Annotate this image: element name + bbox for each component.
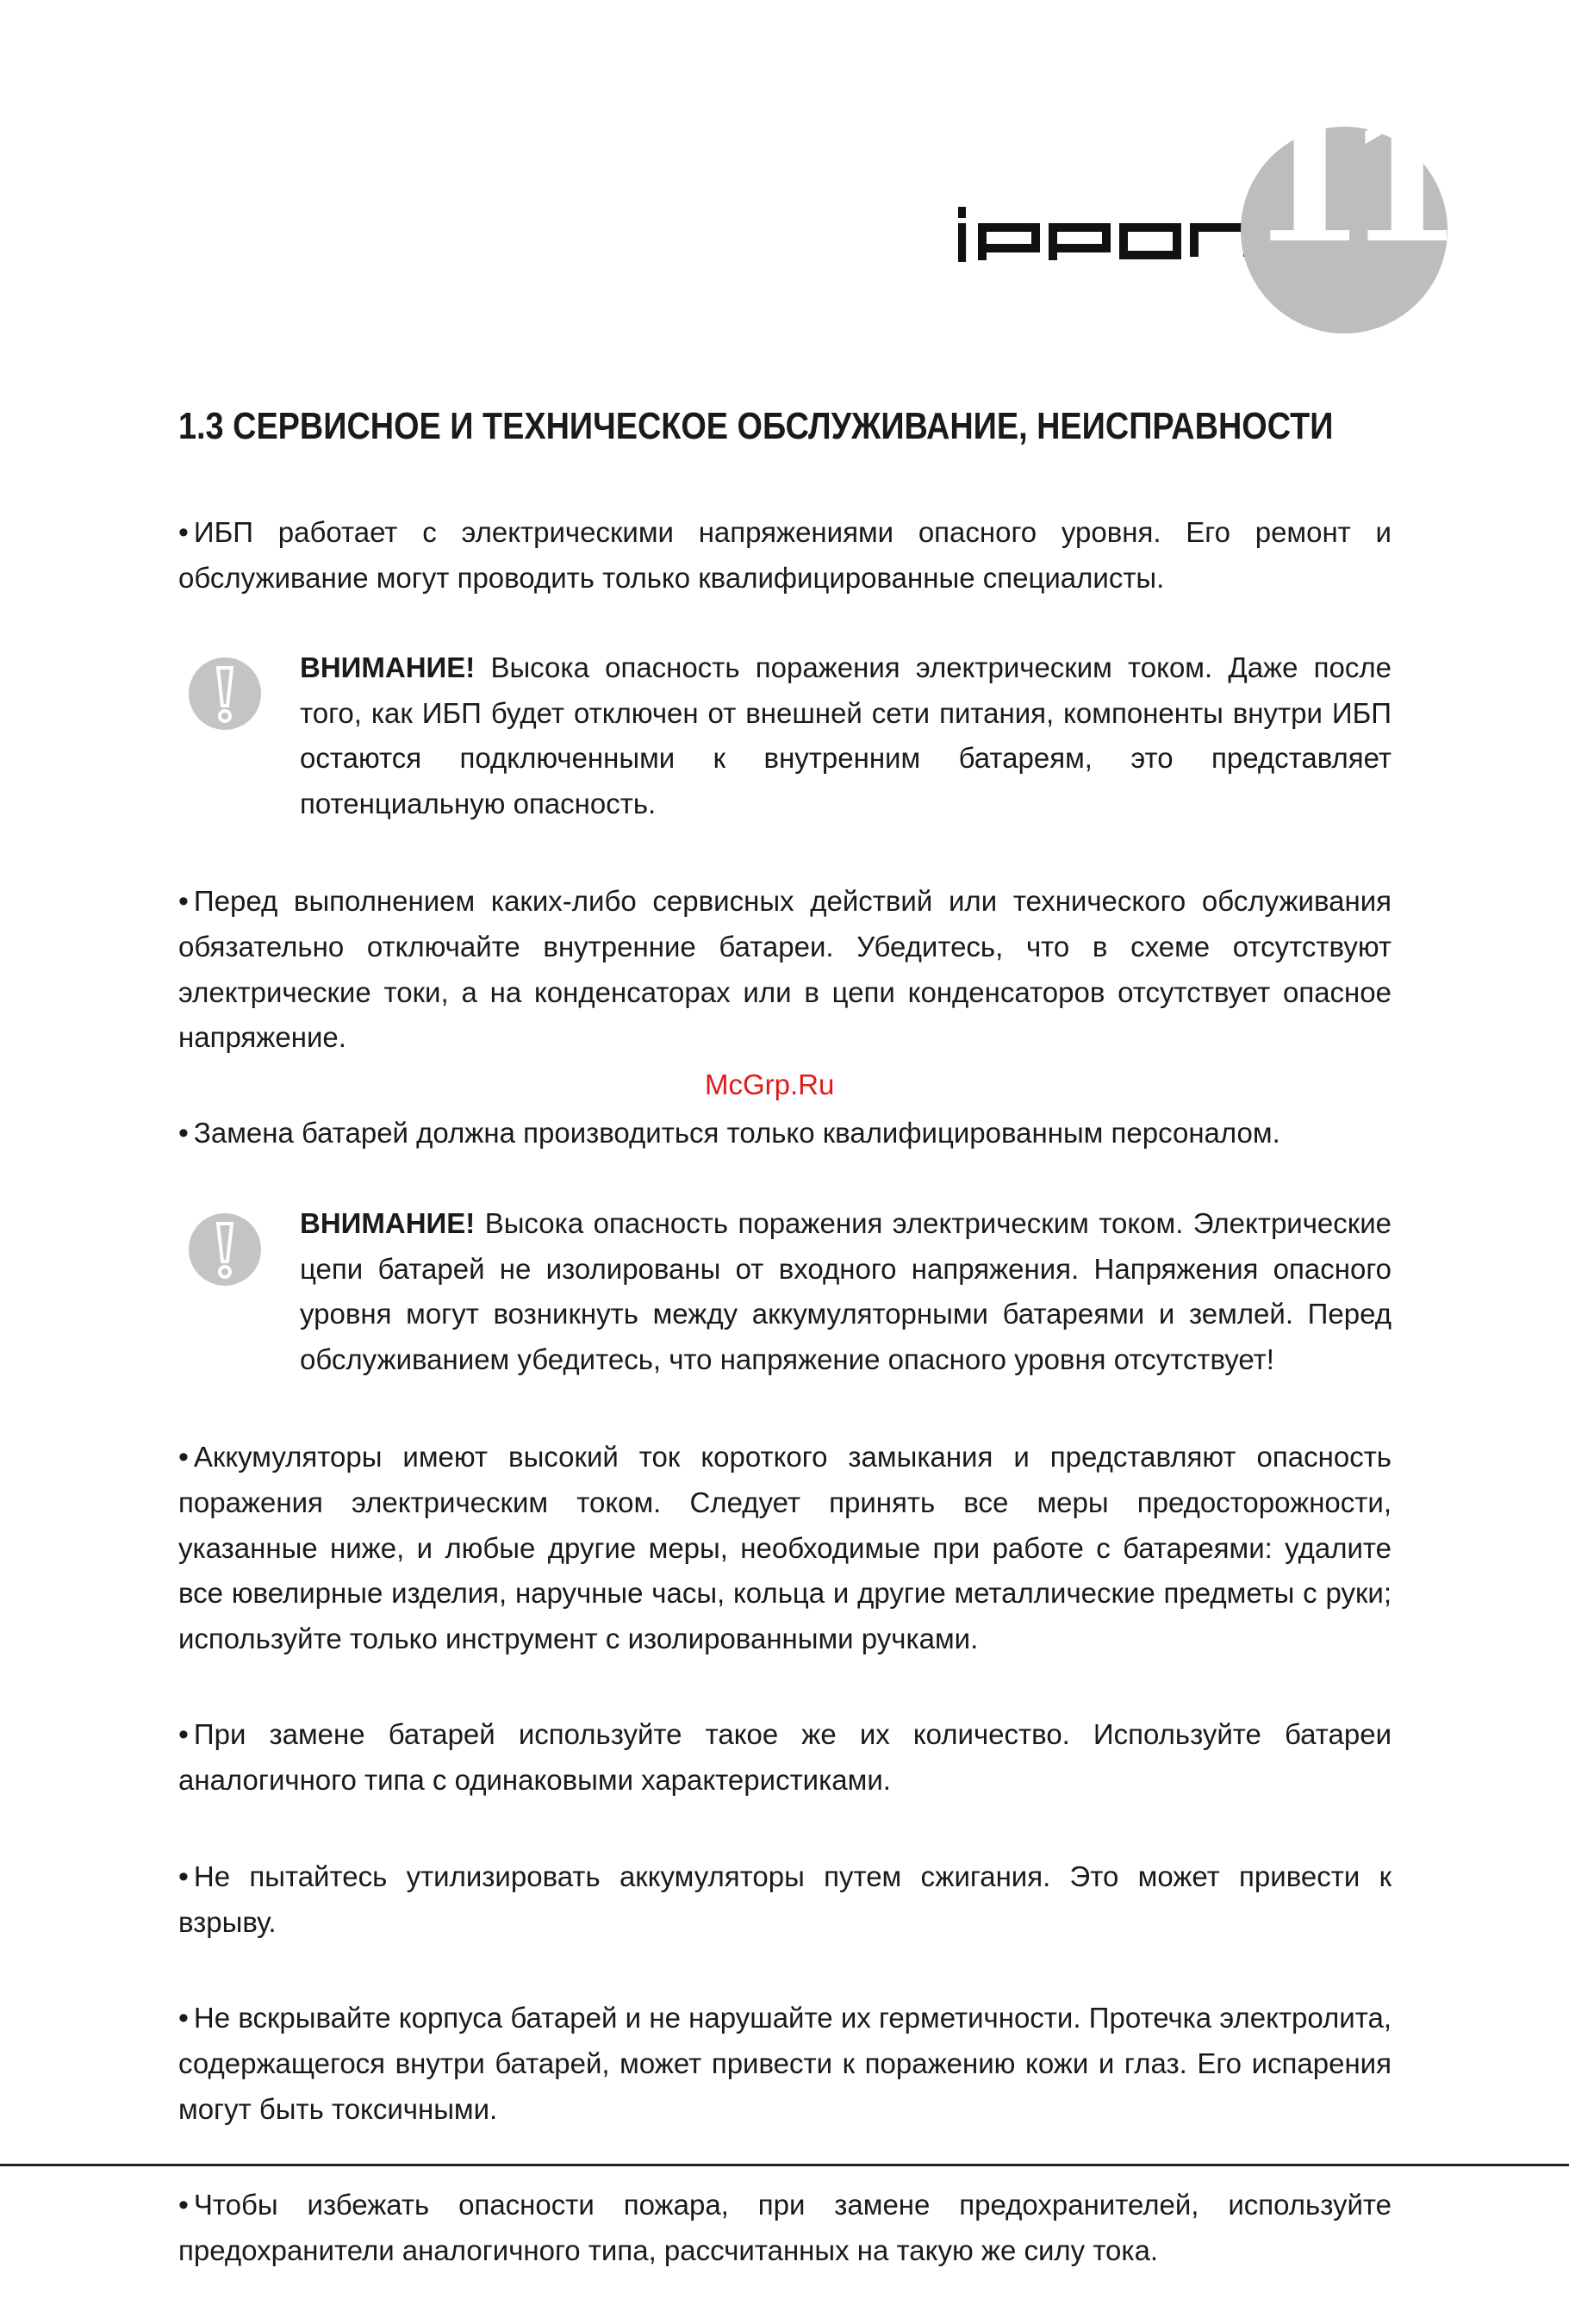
warning-label: ВНИМАНИЕ!: [300, 651, 475, 683]
exclamation-circle-icon: [187, 656, 263, 732]
bullet-paragraph: [178, 1995, 1392, 2132]
bottom-divider: [0, 2164, 1569, 2166]
bullet-icon: •: [178, 1718, 189, 1751]
main-content: [178, 405, 1392, 2324]
bullet-icon: •: [178, 1860, 189, 1893]
paragraph-text: Чтобы избежать опасности пожара, при замене предохранителей, используйте предохранители аналогичного типа, рассчитанных на такую же силу тока.: [178, 2189, 1392, 2266]
bullet-paragraph: [178, 509, 1392, 601]
exclamation-circle-icon: [187, 1212, 263, 1287]
bullet-paragraph: [178, 1434, 1392, 1661]
warning-body: Высока опасность поражения электрическим током. Электрические цепи батарей не изолированы от входного напряжения. Напряжения опасного уровня могут возникнуть между аккумуляторными батареями и землей. Перед обслуживанием убедитесь, что напряжение опасного уровня отсутствует!: [300, 1207, 1392, 1374]
warning-block: [178, 645, 1392, 826]
paragraph-text: При замене батарей используйте такое же их количество. Используйте батареи аналогичного типа с одинаковыми характеристиками.: [178, 1718, 1392, 1796]
paragraph-text: Аккумуляторы имеют высокий ток короткого замыкания и представляют опасность поражения электрическим током. Следует принять все меры предосторожности, указанные ниже, и любые другие меры, необходимые при работе с батареями: удалите все ювелирные изделия, наручные часы, кольца и другие металлические предметы с руки; используйте только инструмент с изолированными ручками.: [178, 1441, 1392, 1654]
warning-text: [300, 1201, 1392, 1382]
section-title: 1.3 СЕРВИСНОЕ И ТЕХНИЧЕСКОЕ ОБСЛУЖИВАНИЕ, НЕИСПРАВНОСТИ: [178, 405, 1222, 449]
paragraph-text: Перед выполнением каких-либо сервисных действий или технического обслуживания обязательно отключайте внутренние батареи. Убедитесь, что в схеме отсутствуют электрические токи, а на конденсаторах или в цепи конденсаторов отсутствует опасное напряжение.: [178, 885, 1392, 1053]
warning-text: [300, 645, 1392, 826]
warning-label: ВНИМАНИЕ!: [300, 1207, 475, 1239]
warning-body: Высока опасность поражения электрическим током. Даже после того, как ИБП будет отключен от внешней сети питания, компоненты внутри ИБП остаются подключенными к внутренним батареям, это представляет потенциальную опасность.: [300, 651, 1392, 819]
paragraph-text: ИБП работает с электрическими напряжениями опасного уровня. Его ремонт и обслуживание могут проводить только квалифицированные специалисты.: [178, 516, 1392, 594]
bullet-icon: •: [178, 516, 189, 549]
bullet-icon: •: [178, 1117, 189, 1150]
bullet-icon: •: [178, 2189, 189, 2221]
bullet-icon: •: [178, 885, 189, 918]
bullet-paragraph: [178, 1711, 1392, 1804]
paragraph-text: Замена батарей должна производиться только квалифицированным персоналом.: [194, 1117, 1280, 1149]
bullet-paragraph: [178, 1854, 1392, 1946]
page-number: 11: [1241, 95, 1448, 267]
paragraph-text: Не вскрывайте корпуса батарей и не нарушайте их герметичности. Протечка электролита, содержащегося внутри батарей, может привести к поражению кожи и глаз. Его испарения могут быть токсичными.: [178, 2002, 1392, 2125]
paragraph-text: Не пытайтесь утилизировать аккумуляторы путем сжигания. Это может привести к взрыву.: [178, 1860, 1392, 1938]
bullet-icon: •: [178, 2002, 189, 2034]
warning-block: [178, 1201, 1392, 1382]
watermark-text: McGrp.Ru: [705, 1069, 834, 1101]
bullet-icon: •: [178, 1441, 189, 1474]
bullet-paragraph: [178, 1110, 1392, 1156]
bullet-paragraph: [178, 2182, 1392, 2274]
bullet-paragraph: [178, 878, 1392, 1060]
